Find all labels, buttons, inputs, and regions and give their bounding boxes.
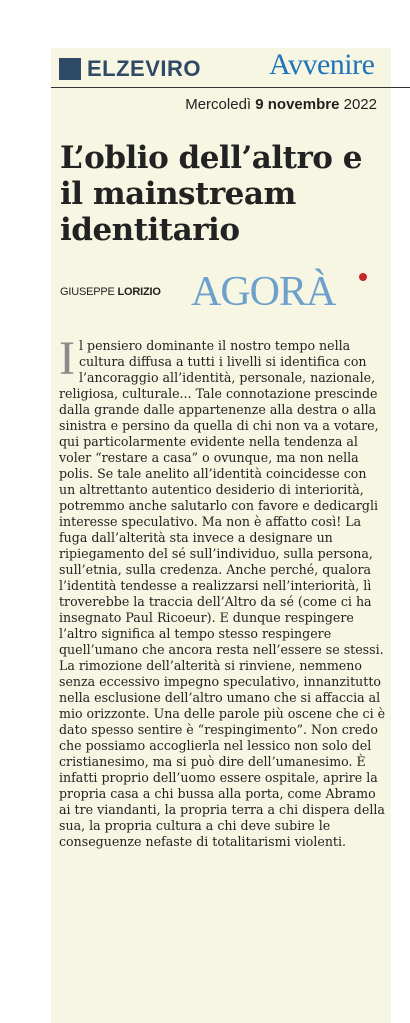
clipping-header: [51, 48, 391, 90]
newspaper-logo: Avvenire: [269, 48, 375, 81]
byline: [60, 269, 390, 316]
rubric-square-icon: [59, 58, 81, 80]
section-logo: AGORÀ: [191, 269, 336, 315]
author-name: GIUSEPPE LORIZIO: [60, 286, 161, 298]
publication-date: Mercoledì 9 novembre 2022: [185, 96, 377, 113]
article-body: [59, 332, 386, 850]
drop-cap: I: [59, 332, 75, 385]
rubric-label: ELZEVIRO: [87, 56, 202, 81]
article-title: L’oblio dell’altro e il mainstream identitario: [60, 140, 362, 248]
section-logo-dot-icon: [359, 273, 367, 281]
header-divider: [51, 87, 410, 88]
newspaper-clipping: [51, 48, 391, 1023]
article-body-text: l pensiero dominante il nostro tempo nella cultura diffusa a tutti i livelli si identifica con l’ancoraggio all’identità, personale, nazionale, religiosa, culturale... Tale connotazione prescinde dalla grande dalle appartenenze alla destra o alla sinistra e persino da quella di chi non va a votare, qui particolarmente evidente nella tendenza al voler “restare a casa” o ovunque, ma non nella polis. Se tale anelito all’identità coincidesse con un altrettanto autentico desiderio di interiorità, potremmo anche salutarlo con favore e dedicargli interesse speculativo. Ma non è affatto così! La fuga dall’alterità sta invece a designare un ripiegamento del sé sull’individuo, sulla persona, sull’etnia, sulla credenza. Anche perché, qualora l’identità tendesse a realizzarsi nell’interiorità, lì troverebbe la traccia dell’Altro da sé (come ci ha insegnato Paul Ricoeur). E dunque respingere l’altro significa al tempo stesso respingere quell’umano che ancora resta nell’essere se stessi. La rimozione dell’alterità si rinviene, nemmeno senza eccessivo impegno speculativo, innanzitutto nella esclusione dell’altro umano che si affaccia al mio orizzonte. Una delle parole più oscene che ci è dato spesso sentire è “respingimento”. Non credo che possiamo accoglierla nel lessico non solo del cristianesimo, ma si può dire dell’umanesimo. È infatti proprio dell’uomo essere ospitale, aprire la propria casa a chi bussa alla porta, come Abramo ai tre viandanti, la propria terra a chi dispera della sua, la propria cultura a chi deve subire le conseguenze nefaste di totalitarismi violenti.: [59, 338, 386, 849]
